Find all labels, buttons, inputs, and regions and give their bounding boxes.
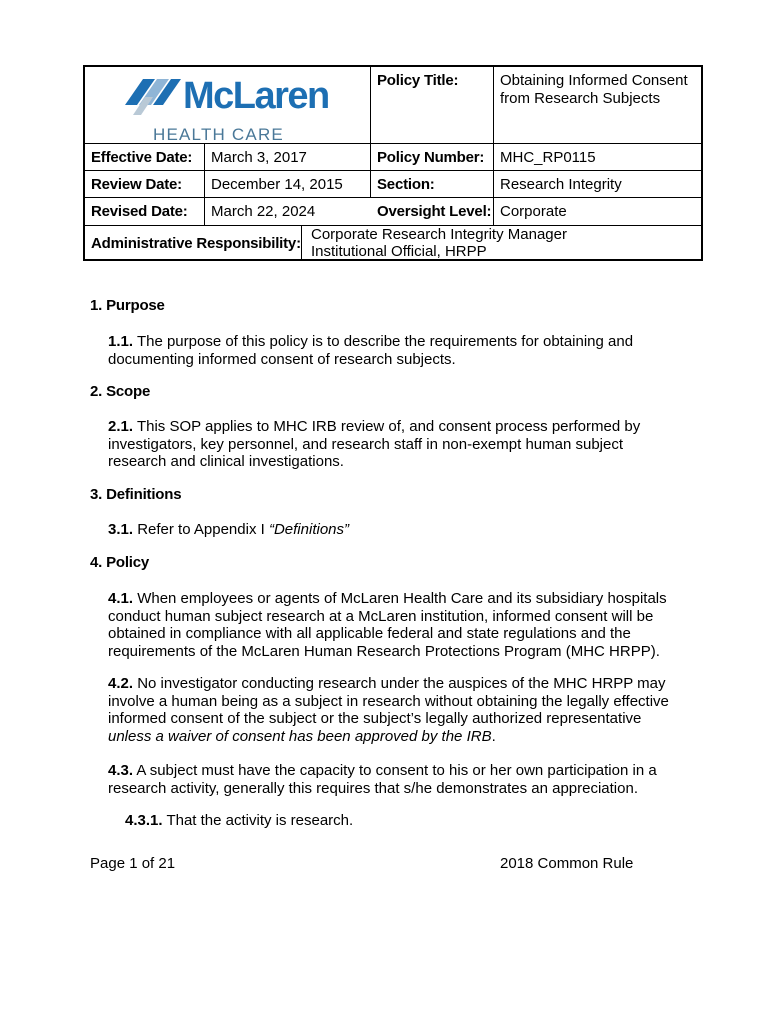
paragraph-number: 4.3. [108, 762, 134, 779]
section-heading-definitions: 3. Definitions [90, 486, 182, 503]
paragraph-4-1 [108, 590, 683, 660]
section-heading-policy: 4. Policy [90, 554, 150, 571]
revised-date-value: March 22, 2024 [211, 203, 316, 220]
paragraph-text: That the activity is research. [166, 812, 354, 829]
paragraph-number: 2.1. [108, 418, 134, 435]
paragraph-1-1 [108, 333, 683, 368]
mclaren-logo [125, 73, 345, 145]
revised-date-label: Revised Date: [91, 203, 188, 220]
paragraph-number: 4.1. [108, 590, 134, 607]
paragraph-3-1 [108, 521, 683, 539]
policy-header-table [83, 65, 703, 261]
logo-brand: McLaren [183, 75, 329, 117]
policy-title-label: Policy Title: [377, 72, 459, 89]
policy-title-line1: Obtaining Informed Consent [500, 72, 688, 89]
footer-rule-label: 2018 Common Rule [500, 855, 634, 872]
mclaren-logo-mark-icon [125, 75, 181, 119]
paragraph-emphasis: unless a waiver of consent has been approved by the IRB [108, 727, 492, 745]
policy-title-line2: from Research Subjects [500, 90, 661, 107]
paragraph-text: When employees or agents of McLaren Health Care and its subsidiary hospitals conduct human subject research at a McLaren institution, informed consent will be obtained in compliance with all applicable federal and state regulations and the requirements of the McLaren Human Research Protections Program (MHC HRPP). [108, 590, 667, 660]
divider [370, 67, 371, 197]
policy-number-label: Policy Number: [377, 149, 485, 166]
review-date-value: December 14, 2015 [211, 176, 343, 193]
appendix-link-text: “Definitions” [268, 521, 349, 538]
divider [493, 67, 494, 225]
paragraph-text: No investigator conducting research under the auspices of the MHC HRPP may involve a human being as a subject in research without obtaining the legally effective informed consent of the subject or the subject’s legally authorized representative [108, 675, 669, 727]
divider [301, 225, 302, 261]
oversight-level-label: Oversight Level: [377, 203, 492, 220]
paragraph-end: . [491, 727, 496, 745]
paragraph-number: 3.1. [108, 521, 134, 538]
divider [204, 143, 205, 225]
paragraph-2-1 [108, 418, 683, 471]
paragraph-4-3-1 [125, 812, 680, 830]
paragraph-text: Refer to Appendix I [137, 521, 265, 538]
effective-date-value: March 3, 2017 [211, 149, 307, 166]
paragraph-text: The purpose of this policy is to describe the requirements for obtaining and documenting informed consent of research subjects. [108, 333, 634, 368]
section-heading-purpose: 1. Purpose [90, 297, 165, 314]
paragraph-number: 4.2. [108, 675, 134, 692]
administrative-responsibility-line2: Institutional Official, HRPP [311, 243, 487, 260]
section-heading-scope: 2. Scope [90, 383, 151, 400]
section-label: Section: [377, 176, 435, 193]
administrative-responsibility-line1: Corporate Research Integrity Manager [311, 226, 567, 243]
paragraph-4-3 [108, 762, 683, 797]
effective-date-label: Effective Date: [91, 149, 193, 166]
paragraph-4-2 [108, 675, 683, 745]
logo-subtitle: HEALTH CARE [153, 125, 284, 144]
administrative-responsibility-label: Administrative Responsibility: [91, 235, 301, 252]
divider [85, 170, 701, 171]
review-date-label: Review Date: [91, 176, 182, 193]
policy-number-value: MHC_RP0115 [500, 149, 596, 166]
section-value: Research Integrity [500, 176, 622, 193]
oversight-level-value: Corporate [500, 203, 567, 220]
footer-page-number: Page 1 of 21 [90, 855, 176, 872]
paragraph-number: 1.1. [108, 333, 134, 350]
paragraph-text: This SOP applies to MHC IRB review of, and consent process performed by investigators, key personnel, and research staff in non-exempt human subject research and clinical investigations. [108, 418, 641, 470]
paragraph-number: 4.3.1. [125, 812, 163, 829]
paragraph-text: A subject must have the capacity to consent to his or her own participation in a research activity, generally this requires that s/he demonstrates an appreciation. [108, 762, 657, 797]
divider [85, 197, 701, 198]
